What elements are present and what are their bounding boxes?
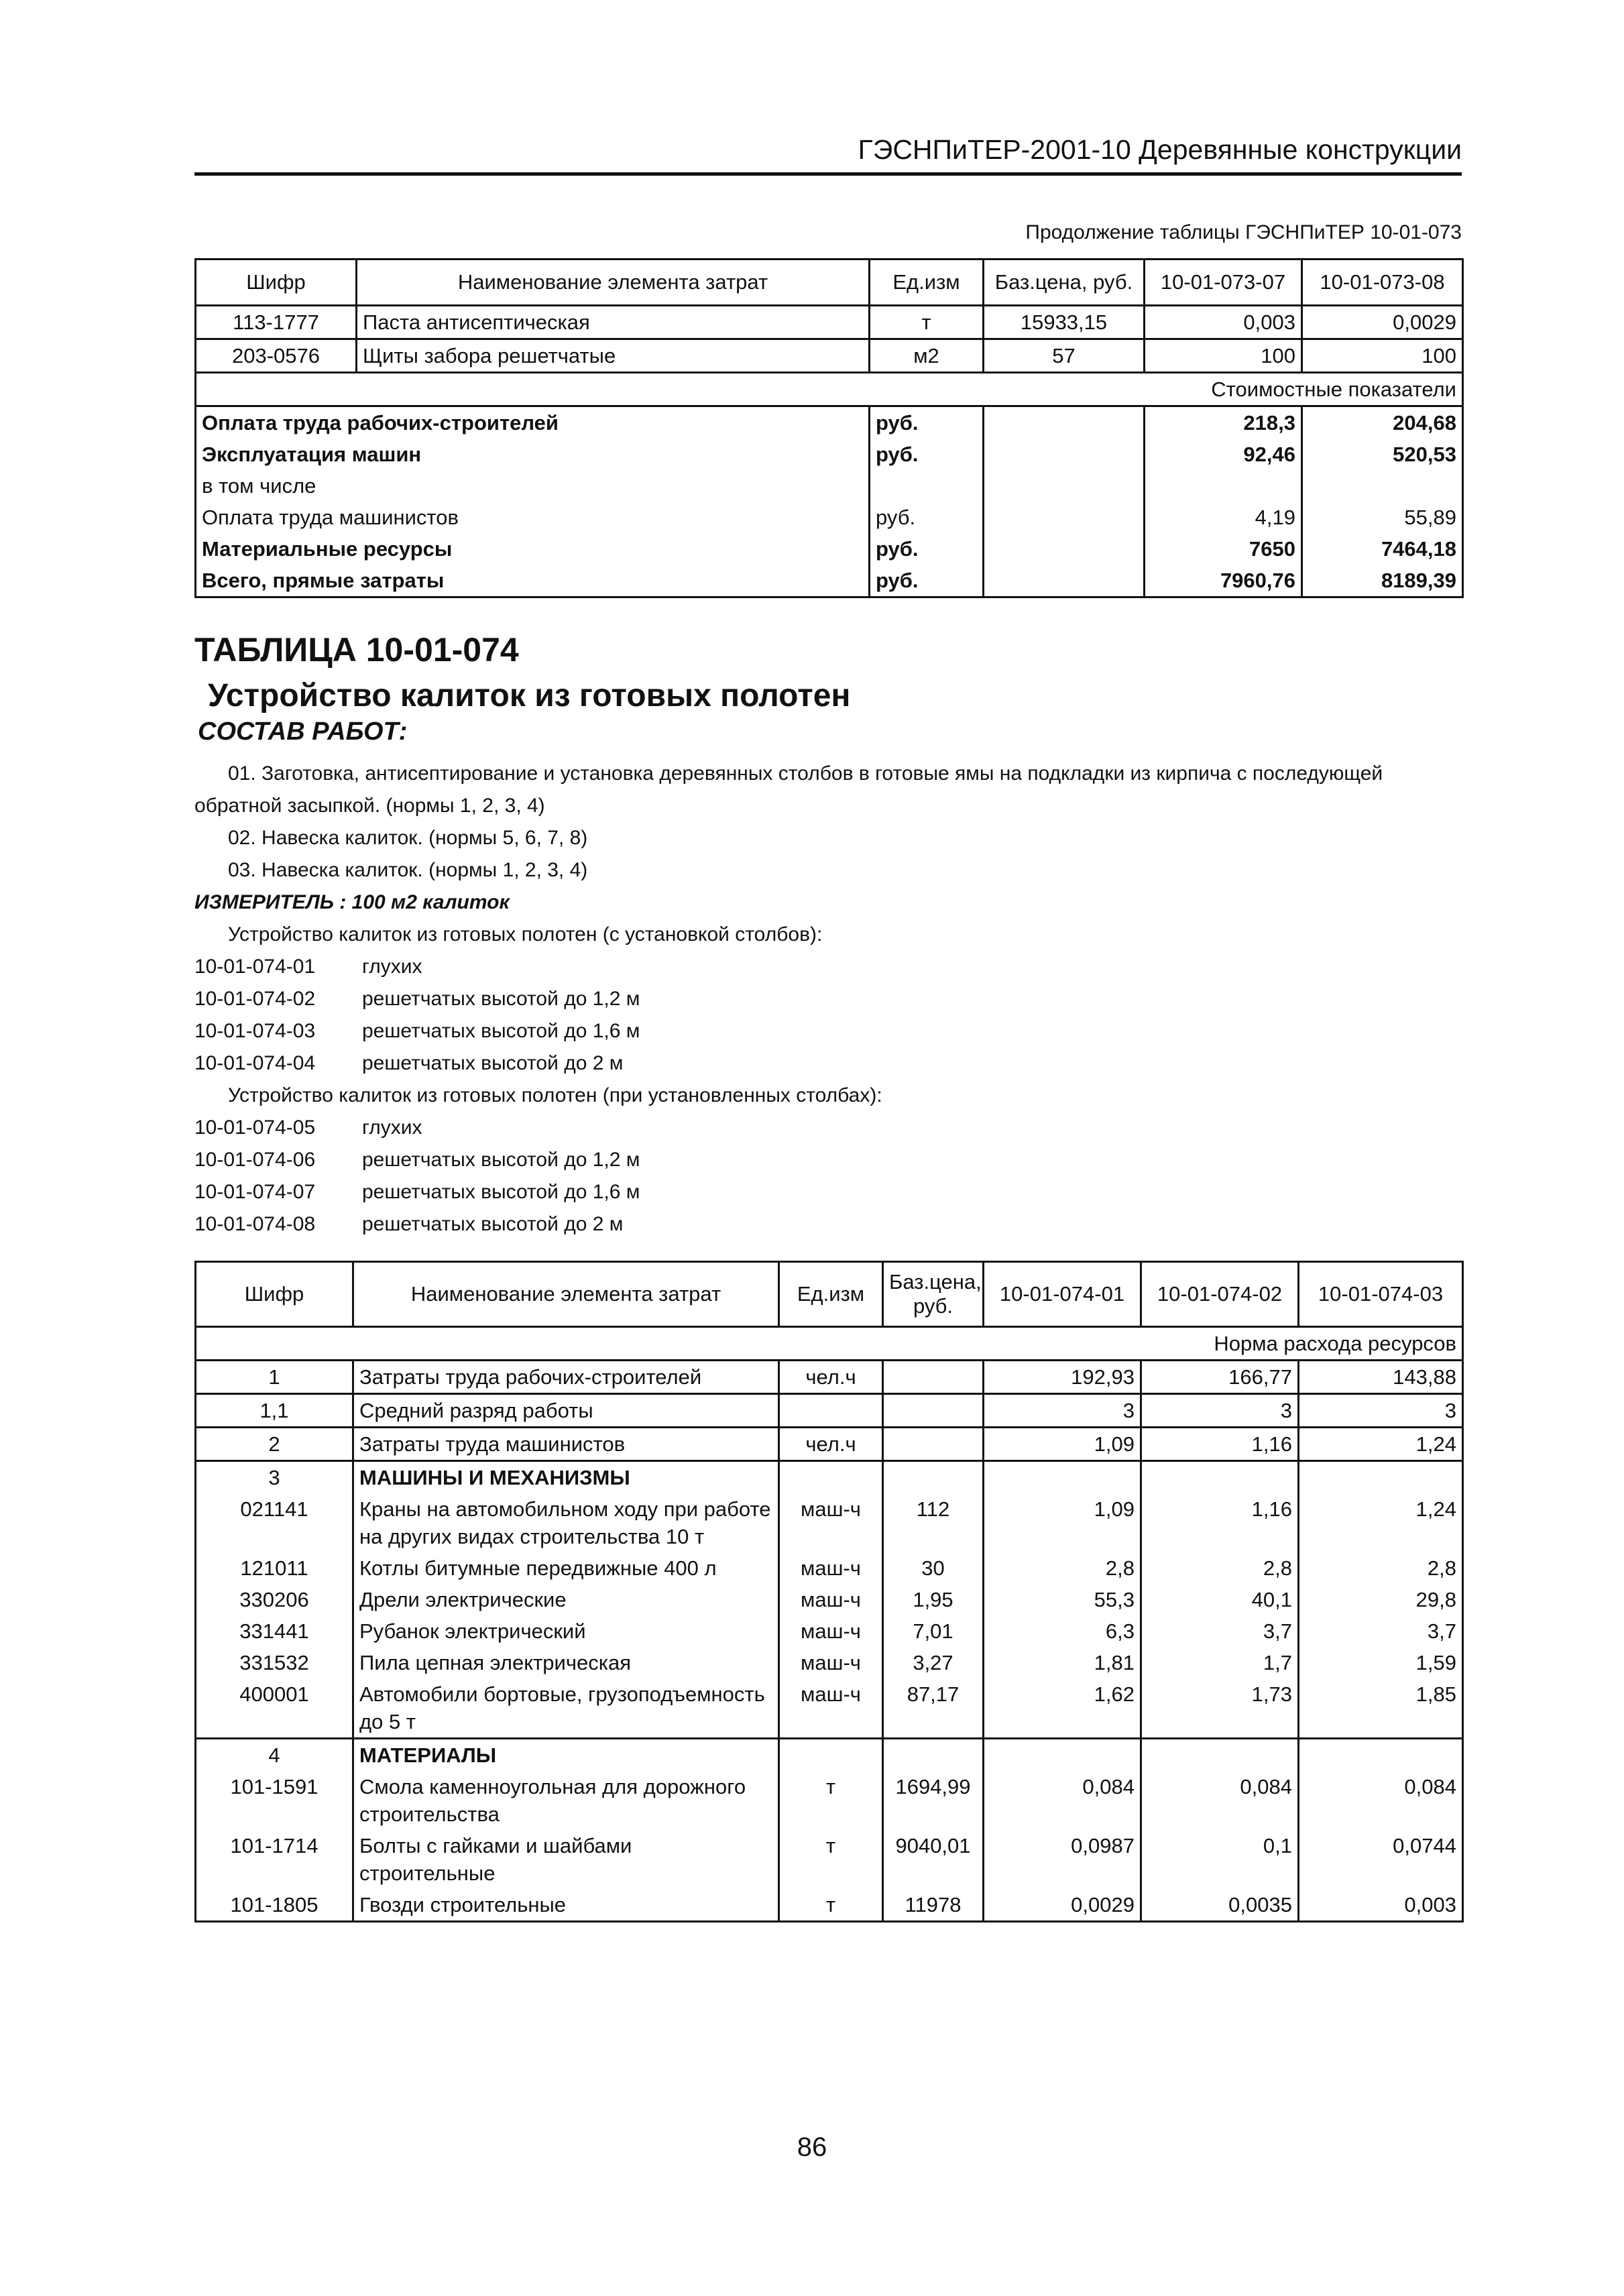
row-unit: т bbox=[779, 1830, 883, 1889]
row-price: 87,17 bbox=[883, 1678, 984, 1739]
row-code: 331532 bbox=[196, 1647, 353, 1678]
norm-code: 10-01-074-03 bbox=[194, 1020, 316, 1042]
row-code: 203-0576 bbox=[196, 339, 357, 373]
row-value: 1,59 bbox=[1299, 1647, 1463, 1678]
row-value: 1,24 bbox=[1299, 1493, 1463, 1552]
table-row bbox=[196, 339, 1463, 373]
column-header: Шифр bbox=[196, 260, 357, 306]
norm-code: 10-01-074-02 bbox=[194, 988, 316, 1010]
column-header: Баз.цена, руб. bbox=[984, 260, 1145, 306]
measure-unit: ИЗМЕРИТЕЛЬ : 100 м2 калиток bbox=[194, 891, 510, 913]
norm-code: 10-01-074-04 bbox=[194, 1052, 316, 1074]
norm-text: решетчатых высотой до 1,2 м bbox=[362, 988, 640, 1010]
table-10-01-074 bbox=[194, 1261, 1464, 1922]
table-header-row bbox=[196, 1262, 1463, 1327]
norm-text: решетчатых высотой до 1,6 м bbox=[362, 1181, 640, 1203]
cost-value: 218,3 bbox=[1145, 406, 1302, 439]
row-unit bbox=[779, 1461, 883, 1494]
row-code: 330206 bbox=[196, 1584, 353, 1615]
table-row bbox=[196, 306, 1463, 339]
row-unit: т bbox=[779, 1889, 883, 1922]
operation-line: 01. Заготовка, антисептирование и установка деревянных столбов в готовые ямы на подкладки из кирпича с последующей bbox=[228, 762, 1383, 785]
cost-price bbox=[984, 502, 1145, 533]
norm-text: решетчатых высотой до 2 м bbox=[362, 1052, 624, 1074]
cost-name: Всего, прямые затраты bbox=[196, 565, 870, 597]
norm-text: решетчатых высотой до 1,2 м bbox=[362, 1149, 640, 1171]
row-price: 57 bbox=[984, 339, 1145, 373]
norm-code: 10-01-074-07 bbox=[194, 1181, 316, 1203]
cost-row bbox=[196, 502, 1463, 533]
row-code: 101-1805 bbox=[196, 1889, 353, 1922]
cost-value bbox=[1302, 470, 1463, 502]
cost-value: 55,89 bbox=[1302, 502, 1463, 533]
norm-text: решетчатых высотой до 2 м bbox=[362, 1213, 624, 1235]
row-code: 4 bbox=[196, 1739, 353, 1772]
norm-text: глухих bbox=[362, 956, 422, 978]
cost-row bbox=[196, 533, 1463, 565]
row-name: Краны на автомобильном ходу при работе на других видах строительства 10 т bbox=[353, 1493, 779, 1552]
cost-price bbox=[984, 406, 1145, 439]
row-value: 1,73 bbox=[1141, 1678, 1299, 1739]
row-value: 1,81 bbox=[984, 1647, 1141, 1678]
row-value: 0,084 bbox=[1141, 1771, 1299, 1830]
table-row bbox=[196, 1647, 1463, 1678]
row-value: 2,8 bbox=[1141, 1552, 1299, 1584]
row-value: 0,1 bbox=[1141, 1830, 1299, 1889]
row-unit: чел.ч bbox=[779, 1361, 883, 1394]
norm-item bbox=[194, 951, 1468, 983]
category-row bbox=[196, 1739, 1463, 1772]
row-unit: м2 bbox=[870, 339, 984, 373]
column-header: 10-01-073-08 bbox=[1302, 260, 1463, 306]
row-value: 55,3 bbox=[984, 1584, 1141, 1615]
row-value: 3 bbox=[1141, 1394, 1299, 1428]
row-value: 0,0029 bbox=[1302, 306, 1463, 339]
row-code: 1 bbox=[196, 1361, 353, 1394]
row-unit: маш-ч bbox=[779, 1552, 883, 1584]
row-unit: чел.ч bbox=[779, 1428, 883, 1461]
row-name: Котлы битумные передвижные 400 л bbox=[353, 1552, 779, 1584]
row-price: 3,27 bbox=[883, 1647, 984, 1678]
norm-item bbox=[194, 983, 1468, 1015]
row-unit bbox=[779, 1394, 883, 1428]
page-number: 86 bbox=[797, 2132, 827, 2162]
row-code: 121011 bbox=[196, 1552, 353, 1584]
cost-value bbox=[1145, 470, 1302, 502]
row-value bbox=[984, 1461, 1141, 1494]
row-price: 112 bbox=[883, 1493, 984, 1552]
row-value: 1,09 bbox=[984, 1493, 1141, 1552]
group-title: Устройство калиток из готовых полотен (с установкой столбов): bbox=[228, 923, 823, 945]
row-name: Болты с гайками и шайбами строительные bbox=[353, 1830, 779, 1889]
cost-unit: руб. bbox=[870, 439, 984, 470]
row-name: Гвозди строительные bbox=[353, 1889, 779, 1922]
table-row bbox=[196, 1678, 1463, 1739]
row-value: 1,85 bbox=[1299, 1678, 1463, 1739]
row-value: 1,7 bbox=[1141, 1647, 1299, 1678]
row-value: 0,003 bbox=[1299, 1889, 1463, 1922]
row-value: 0,084 bbox=[984, 1771, 1141, 1830]
row-value bbox=[1141, 1739, 1299, 1772]
row-value: 100 bbox=[1145, 339, 1302, 373]
row-price: 15933,15 bbox=[984, 306, 1145, 339]
row-unit: маш-ч bbox=[779, 1493, 883, 1552]
row-unit: маш-ч bbox=[779, 1647, 883, 1678]
column-header: Наименование элемента затрат bbox=[353, 1262, 779, 1327]
column-header: 10-01-074-01 bbox=[984, 1262, 1141, 1327]
cost-value: 8189,39 bbox=[1302, 565, 1463, 597]
row-value: 2,8 bbox=[1299, 1552, 1463, 1584]
column-header: 10-01-073-07 bbox=[1145, 260, 1302, 306]
table-10-01-073-continuation bbox=[194, 258, 1464, 598]
row-value: 0,0744 bbox=[1299, 1830, 1463, 1889]
row-value: 0,0987 bbox=[984, 1830, 1141, 1889]
table-row bbox=[196, 1428, 1463, 1461]
table-title: Устройство калиток из готовых полотен bbox=[208, 678, 851, 713]
cost-row bbox=[196, 565, 1463, 597]
row-price bbox=[883, 1361, 984, 1394]
category-name: МАТЕРИАЛЫ bbox=[353, 1739, 779, 1772]
table-row bbox=[196, 1361, 1463, 1394]
cost-value: 4,19 bbox=[1145, 502, 1302, 533]
norm-item bbox=[194, 1144, 1468, 1176]
row-value: 1,16 bbox=[1141, 1428, 1299, 1461]
row-code: 2 bbox=[196, 1428, 353, 1461]
row-value bbox=[984, 1739, 1141, 1772]
work-description bbox=[194, 758, 1468, 1241]
column-header: Баз.цена, руб. bbox=[883, 1262, 984, 1327]
row-value: 3 bbox=[1299, 1394, 1463, 1428]
row-code: 400001 bbox=[196, 1678, 353, 1739]
row-value: 3,7 bbox=[1299, 1615, 1463, 1647]
norm-code: 10-01-074-05 bbox=[194, 1116, 316, 1139]
row-code: 101-1591 bbox=[196, 1771, 353, 1830]
cost-name: в том числе bbox=[196, 470, 870, 502]
row-value: 3 bbox=[984, 1394, 1141, 1428]
cost-price bbox=[984, 565, 1145, 597]
operation-line: 02. Навеска калиток. (нормы 5, 6, 7, 8) bbox=[228, 827, 588, 849]
row-price bbox=[883, 1739, 984, 1772]
cost-unit: руб. bbox=[870, 533, 984, 565]
section-label: Норма расхода ресурсов bbox=[196, 1327, 1463, 1361]
cost-name: Эксплуатация машин bbox=[196, 439, 870, 470]
column-header: Ед.изм bbox=[870, 260, 984, 306]
row-name: Смола каменноугольная для дорожного строительства bbox=[353, 1771, 779, 1830]
row-name: Автомобили бортовые, грузоподъемность до 5 т bbox=[353, 1678, 779, 1739]
table-row bbox=[196, 1830, 1463, 1889]
row-code: 021141 bbox=[196, 1493, 353, 1552]
group-title: Устройство калиток из готовых полотен (при установленных столбах): bbox=[228, 1084, 882, 1106]
row-price bbox=[883, 1394, 984, 1428]
operation-line: обратной засыпкой. (нормы 1, 2, 3, 4) bbox=[194, 795, 545, 817]
category-row bbox=[196, 1461, 1463, 1494]
norm-item bbox=[194, 1208, 1468, 1241]
row-name: Щиты забора решетчатые bbox=[357, 339, 870, 373]
norm-text: глухих bbox=[362, 1116, 422, 1139]
row-value: 0,0029 bbox=[984, 1889, 1141, 1922]
row-code: 3 bbox=[196, 1461, 353, 1494]
row-value: 166,77 bbox=[1141, 1361, 1299, 1394]
cost-value: 520,53 bbox=[1302, 439, 1463, 470]
category-name: МАШИНЫ И МЕХАНИЗМЫ bbox=[353, 1461, 779, 1494]
cost-unit: руб. bbox=[870, 406, 984, 439]
row-unit bbox=[779, 1739, 883, 1772]
cost-name: Оплата труда машинистов bbox=[196, 502, 870, 533]
norm-item bbox=[194, 1015, 1468, 1047]
row-value bbox=[1141, 1461, 1299, 1494]
table-row bbox=[196, 1394, 1463, 1428]
norm-text: решетчатых высотой до 1,6 м bbox=[362, 1020, 640, 1042]
cost-price bbox=[984, 470, 1145, 502]
row-value: 2,8 bbox=[984, 1552, 1141, 1584]
row-name: Средний разряд работы bbox=[353, 1394, 779, 1428]
cost-value: 7960,76 bbox=[1145, 565, 1302, 597]
row-price: 30 bbox=[883, 1552, 984, 1584]
table-row bbox=[196, 1615, 1463, 1647]
page-header: ГЭСНПиТЕР-2001-10 Деревянные конструкции bbox=[194, 134, 1462, 176]
norm-item bbox=[194, 1112, 1468, 1144]
row-price: 7,01 bbox=[883, 1615, 984, 1647]
row-price: 1694,99 bbox=[883, 1771, 984, 1830]
row-value: 0,084 bbox=[1299, 1771, 1463, 1830]
table-continuation-note: Продолжение таблицы ГЭСНПиТЕР 10-01-073 bbox=[1025, 221, 1462, 243]
row-value: 143,88 bbox=[1299, 1361, 1463, 1394]
row-price: 9040,01 bbox=[883, 1830, 984, 1889]
row-name: Рубанок электрический bbox=[353, 1615, 779, 1647]
row-code: 1,1 bbox=[196, 1394, 353, 1428]
row-value: 1,09 bbox=[984, 1428, 1141, 1461]
norm-item bbox=[194, 1047, 1468, 1080]
row-unit: т bbox=[779, 1771, 883, 1830]
section-label: Стоимостные показатели bbox=[196, 373, 1463, 406]
row-value: 40,1 bbox=[1141, 1584, 1299, 1615]
cost-row bbox=[196, 406, 1463, 439]
norm-code: 10-01-074-06 bbox=[194, 1149, 316, 1171]
row-price: 11978 bbox=[883, 1889, 984, 1922]
operation-line: 03. Навеска калиток. (нормы 1, 2, 3, 4) bbox=[228, 859, 588, 881]
row-unit: т bbox=[870, 306, 984, 339]
column-header: Наименование элемента затрат bbox=[357, 260, 870, 306]
section-row bbox=[196, 373, 1463, 406]
row-value: 6,3 bbox=[984, 1615, 1141, 1647]
row-value: 0,0035 bbox=[1141, 1889, 1299, 1922]
table-row bbox=[196, 1493, 1463, 1552]
table-header-row bbox=[196, 260, 1463, 306]
column-header: Шифр bbox=[196, 1262, 353, 1327]
row-unit: маш-ч bbox=[779, 1615, 883, 1647]
row-value bbox=[1299, 1461, 1463, 1494]
row-code: 101-1714 bbox=[196, 1830, 353, 1889]
cost-row bbox=[196, 470, 1463, 502]
norm-code: 10-01-074-08 bbox=[194, 1213, 316, 1235]
row-price bbox=[883, 1461, 984, 1494]
column-header: 10-01-074-03 bbox=[1299, 1262, 1463, 1327]
cost-unit: руб. bbox=[870, 565, 984, 597]
row-code: 331441 bbox=[196, 1615, 353, 1647]
cost-value: 7650 bbox=[1145, 533, 1302, 565]
row-value: 0,003 bbox=[1145, 306, 1302, 339]
column-header: 10-01-074-02 bbox=[1141, 1262, 1299, 1327]
composition-heading: СОСТАВ РАБОТ: bbox=[198, 718, 408, 746]
row-value: 1,62 bbox=[984, 1678, 1141, 1739]
cost-value: 92,46 bbox=[1145, 439, 1302, 470]
row-value: 192,93 bbox=[984, 1361, 1141, 1394]
row-name: Паста антисептическая bbox=[357, 306, 870, 339]
section-row bbox=[196, 1327, 1463, 1361]
row-unit: маш-ч bbox=[779, 1584, 883, 1615]
table-row bbox=[196, 1771, 1463, 1830]
row-price: 1,95 bbox=[883, 1584, 984, 1615]
table-heading: ТАБЛИЦА 10-01-074 bbox=[194, 631, 519, 669]
row-value: 1,16 bbox=[1141, 1493, 1299, 1552]
column-header: Ед.изм bbox=[779, 1262, 883, 1327]
table-row bbox=[196, 1584, 1463, 1615]
cost-price bbox=[984, 439, 1145, 470]
cost-unit bbox=[870, 470, 984, 502]
row-value bbox=[1299, 1739, 1463, 1772]
table-row bbox=[196, 1889, 1463, 1922]
norm-item bbox=[194, 1176, 1468, 1208]
row-name: Затраты труда машинистов bbox=[353, 1428, 779, 1461]
cost-value: 204,68 bbox=[1302, 406, 1463, 439]
cost-unit: руб. bbox=[870, 502, 984, 533]
table-row bbox=[196, 1552, 1463, 1584]
cost-row bbox=[196, 439, 1463, 470]
cost-name: Материальные ресурсы bbox=[196, 533, 870, 565]
row-name: Дрели электрические bbox=[353, 1584, 779, 1615]
cost-name: Оплата труда рабочих-строителей bbox=[196, 406, 870, 439]
row-code: 113-1777 bbox=[196, 306, 357, 339]
row-unit: маш-ч bbox=[779, 1678, 883, 1739]
row-value: 29,8 bbox=[1299, 1584, 1463, 1615]
row-name: Пила цепная электрическая bbox=[353, 1647, 779, 1678]
row-value: 3,7 bbox=[1141, 1615, 1299, 1647]
cost-value: 7464,18 bbox=[1302, 533, 1463, 565]
row-price bbox=[883, 1428, 984, 1461]
norm-code: 10-01-074-01 bbox=[194, 956, 316, 978]
row-value: 1,24 bbox=[1299, 1428, 1463, 1461]
row-value: 100 bbox=[1302, 339, 1463, 373]
row-name: Затраты труда рабочих-строителей bbox=[353, 1361, 779, 1394]
cost-price bbox=[984, 533, 1145, 565]
